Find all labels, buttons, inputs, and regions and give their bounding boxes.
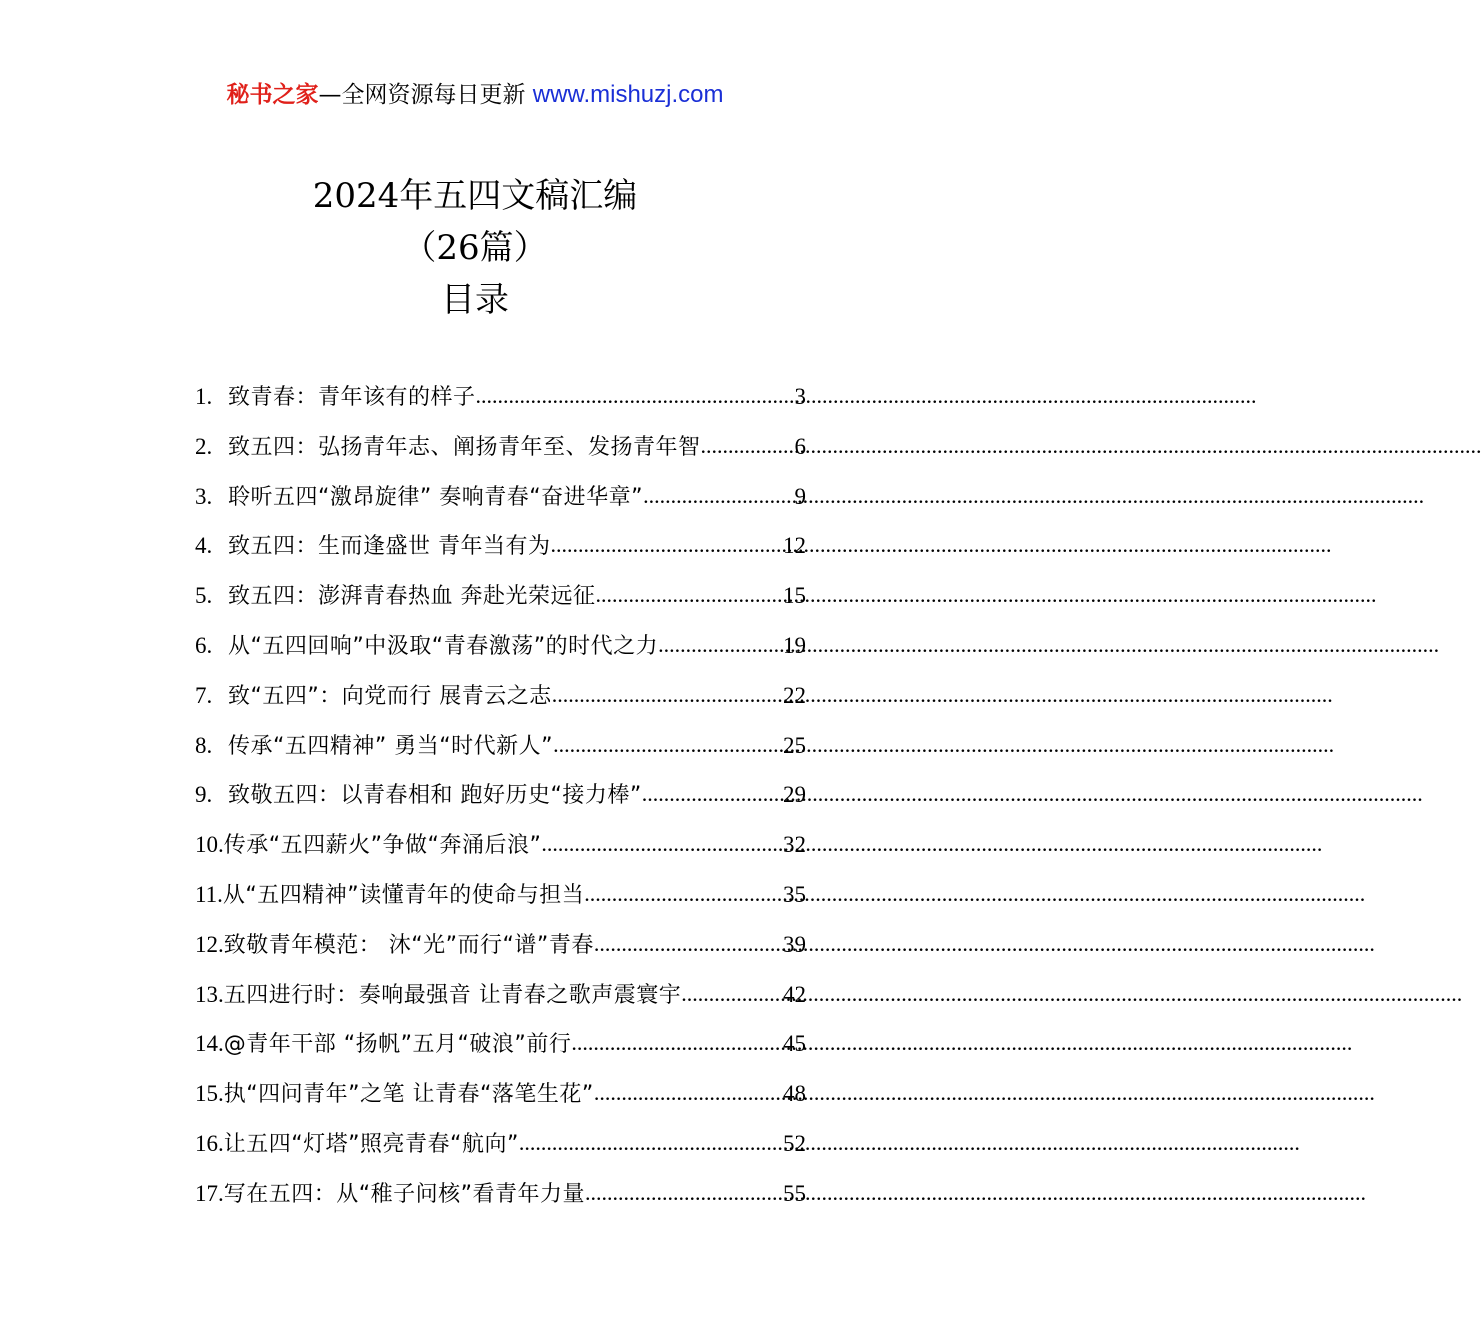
toc-entry-page: 42: [783, 981, 806, 1007]
toc-entry[interactable]: [195, 1119, 806, 1169]
toc-entry[interactable]: [195, 770, 806, 820]
toc-entry[interactable]: [195, 970, 806, 1020]
toc-entry-number: 2.: [195, 433, 213, 459]
toc-dot-leader: [551, 520, 784, 570]
toc-entry[interactable]: [195, 621, 806, 671]
toc-dot-leader: [701, 421, 795, 471]
toc-entry-title: 致敬五四：以青春相和 跑好历史“接力棒”: [228, 783, 642, 809]
toc-entry-page: 12: [783, 533, 806, 559]
toc-entry[interactable]: [195, 571, 806, 621]
banner-brand: 秘书之家: [226, 82, 319, 108]
toc-entry[interactable]: [195, 1169, 806, 1219]
banner-tagline: —全网资源每日更新: [318, 82, 526, 108]
toc-entry-title: 聆听五四“激昂旋律” 奏响青春“奋进华章”: [228, 484, 644, 510]
toc-entry-number: 5.: [195, 583, 213, 609]
toc-entry-title: @青年干部 “扬帆”五月“破浪”前行: [223, 1032, 572, 1058]
toc-entry-number: 15.: [195, 1081, 224, 1107]
toc-entry-page: 22: [783, 682, 806, 708]
toc-entry-title: 致五四：生而逢盛世 青年当有为: [228, 534, 551, 560]
toc-entry-title: 写在五四：从“稚子问核”看青年力量: [223, 1181, 586, 1207]
toc-entry-number: 12.: [195, 931, 224, 957]
toc-entry-title: 致“五四”：向党而行 展青云之志: [228, 683, 552, 709]
toc-entry-number: 10.: [195, 832, 224, 858]
toc-entry-page: 9: [794, 483, 806, 509]
toc-entry-title: 五四进行时：奏响最强音 让青春之歌声震寰宇: [223, 982, 682, 1008]
toc-entry-page: 45: [783, 1031, 806, 1057]
toc-entry-number: 17.: [195, 1180, 224, 1206]
toc-entry-number: 8.: [195, 732, 213, 758]
toc-entry[interactable]: [195, 870, 806, 920]
toc-entry[interactable]: [195, 671, 806, 721]
toc-dot-leader: [476, 371, 795, 421]
toc-entry[interactable]: [195, 472, 806, 522]
toc-entry-title: 致五四：弘扬青年志、阐扬青年至、发扬青年智: [228, 434, 701, 460]
toc-entry[interactable]: [195, 820, 806, 870]
toc-entry-page: 52: [783, 1130, 806, 1156]
toc-entry[interactable]: [195, 1019, 806, 1069]
toc-entry-page: 48: [783, 1081, 806, 1107]
toc-entry[interactable]: [195, 372, 806, 422]
toc-entry-page: 35: [783, 881, 806, 907]
toc-entry-page: 19: [783, 632, 806, 658]
toc-dot-leader: [596, 570, 784, 620]
toc-entry-title: 传承“五四薪火”争做“奔涌后浪”: [223, 833, 542, 859]
toc-dot-leader: [643, 471, 794, 521]
toc-dot-leader: [553, 720, 783, 770]
toc-entry-page: 39: [783, 931, 806, 957]
toc-entry-page: 32: [783, 832, 806, 858]
toc-entry-number: 9.: [195, 782, 213, 808]
toc-entry[interactable]: [195, 521, 806, 571]
document-title: 2024年五四文稿汇编: [312, 176, 638, 216]
toc-entry-number: 13.: [195, 981, 224, 1007]
toc-dot-leader: [571, 1018, 783, 1068]
toc-entry[interactable]: [195, 1069, 806, 1119]
toc-dot-leader: [584, 869, 783, 919]
toc-heading: 目录: [441, 280, 509, 320]
toc-entry-title: 致青春：青年该有的样子: [228, 385, 476, 410]
banner-url-link[interactable]: www.mishuzj.com: [532, 81, 724, 108]
toc-entry-title: 从“五四精神”读懂青年的使命与担当: [222, 882, 585, 908]
toc-entry-number: 1.: [195, 384, 213, 409]
toc-entry-page: 25: [783, 732, 806, 758]
toc-entry[interactable]: [195, 920, 806, 970]
toc-entry-number: 6.: [195, 632, 213, 658]
toc-entry-number: 4.: [195, 533, 213, 559]
toc-dot-leader: [594, 919, 783, 969]
toc-entry-page: 6: [794, 433, 806, 459]
toc-dot-leader: [594, 1068, 783, 1118]
toc-entry-page: 15: [783, 583, 806, 609]
toc-entry-title: 传承“五四精神” 勇当“时代新人”: [228, 733, 554, 759]
toc-entry-title: 致五四：澎湃青春热血 奔赴光荣远征: [228, 584, 596, 610]
toc-dot-leader: [642, 769, 783, 819]
toc-dot-leader: [585, 1168, 783, 1218]
toc-entry-number: 16.: [195, 1130, 224, 1156]
toc-entry-page: 55: [783, 1180, 806, 1206]
document-title-block: [0, 170, 950, 326]
toc-entry-number: 3.: [195, 483, 213, 509]
document-count: （26篇）: [402, 228, 548, 268]
toc-dot-leader: [552, 670, 783, 720]
toc-entry-number: 11.: [195, 881, 223, 907]
toc-entry-number: 14.: [195, 1031, 224, 1057]
site-banner: [0, 78, 950, 112]
toc-entry-title: 从“五四回响”中汲取“青春激荡”的时代之力: [228, 633, 659, 659]
toc-entry-title: 执“四问青年”之笔 让青春“落笔生花”: [223, 1082, 594, 1108]
toc-entry[interactable]: [195, 422, 806, 472]
toc-entry-number: 7.: [195, 682, 213, 708]
toc-entry-page: 29: [783, 782, 806, 808]
toc-dot-leader: [519, 1118, 783, 1168]
toc-entry-title: 致敬青年模范： 沐“光”而行“谱”青春: [223, 932, 594, 958]
toc-dot-leader: [658, 620, 783, 670]
table-of-contents: [195, 372, 806, 1219]
toc-entry-title: 让五四“灯塔”照亮青春“航向”: [223, 1131, 519, 1157]
toc-dot-leader: [541, 819, 783, 869]
toc-entry-page: 3: [794, 384, 806, 409]
toc-dot-leader: [681, 969, 783, 1019]
toc-entry[interactable]: [195, 721, 806, 771]
